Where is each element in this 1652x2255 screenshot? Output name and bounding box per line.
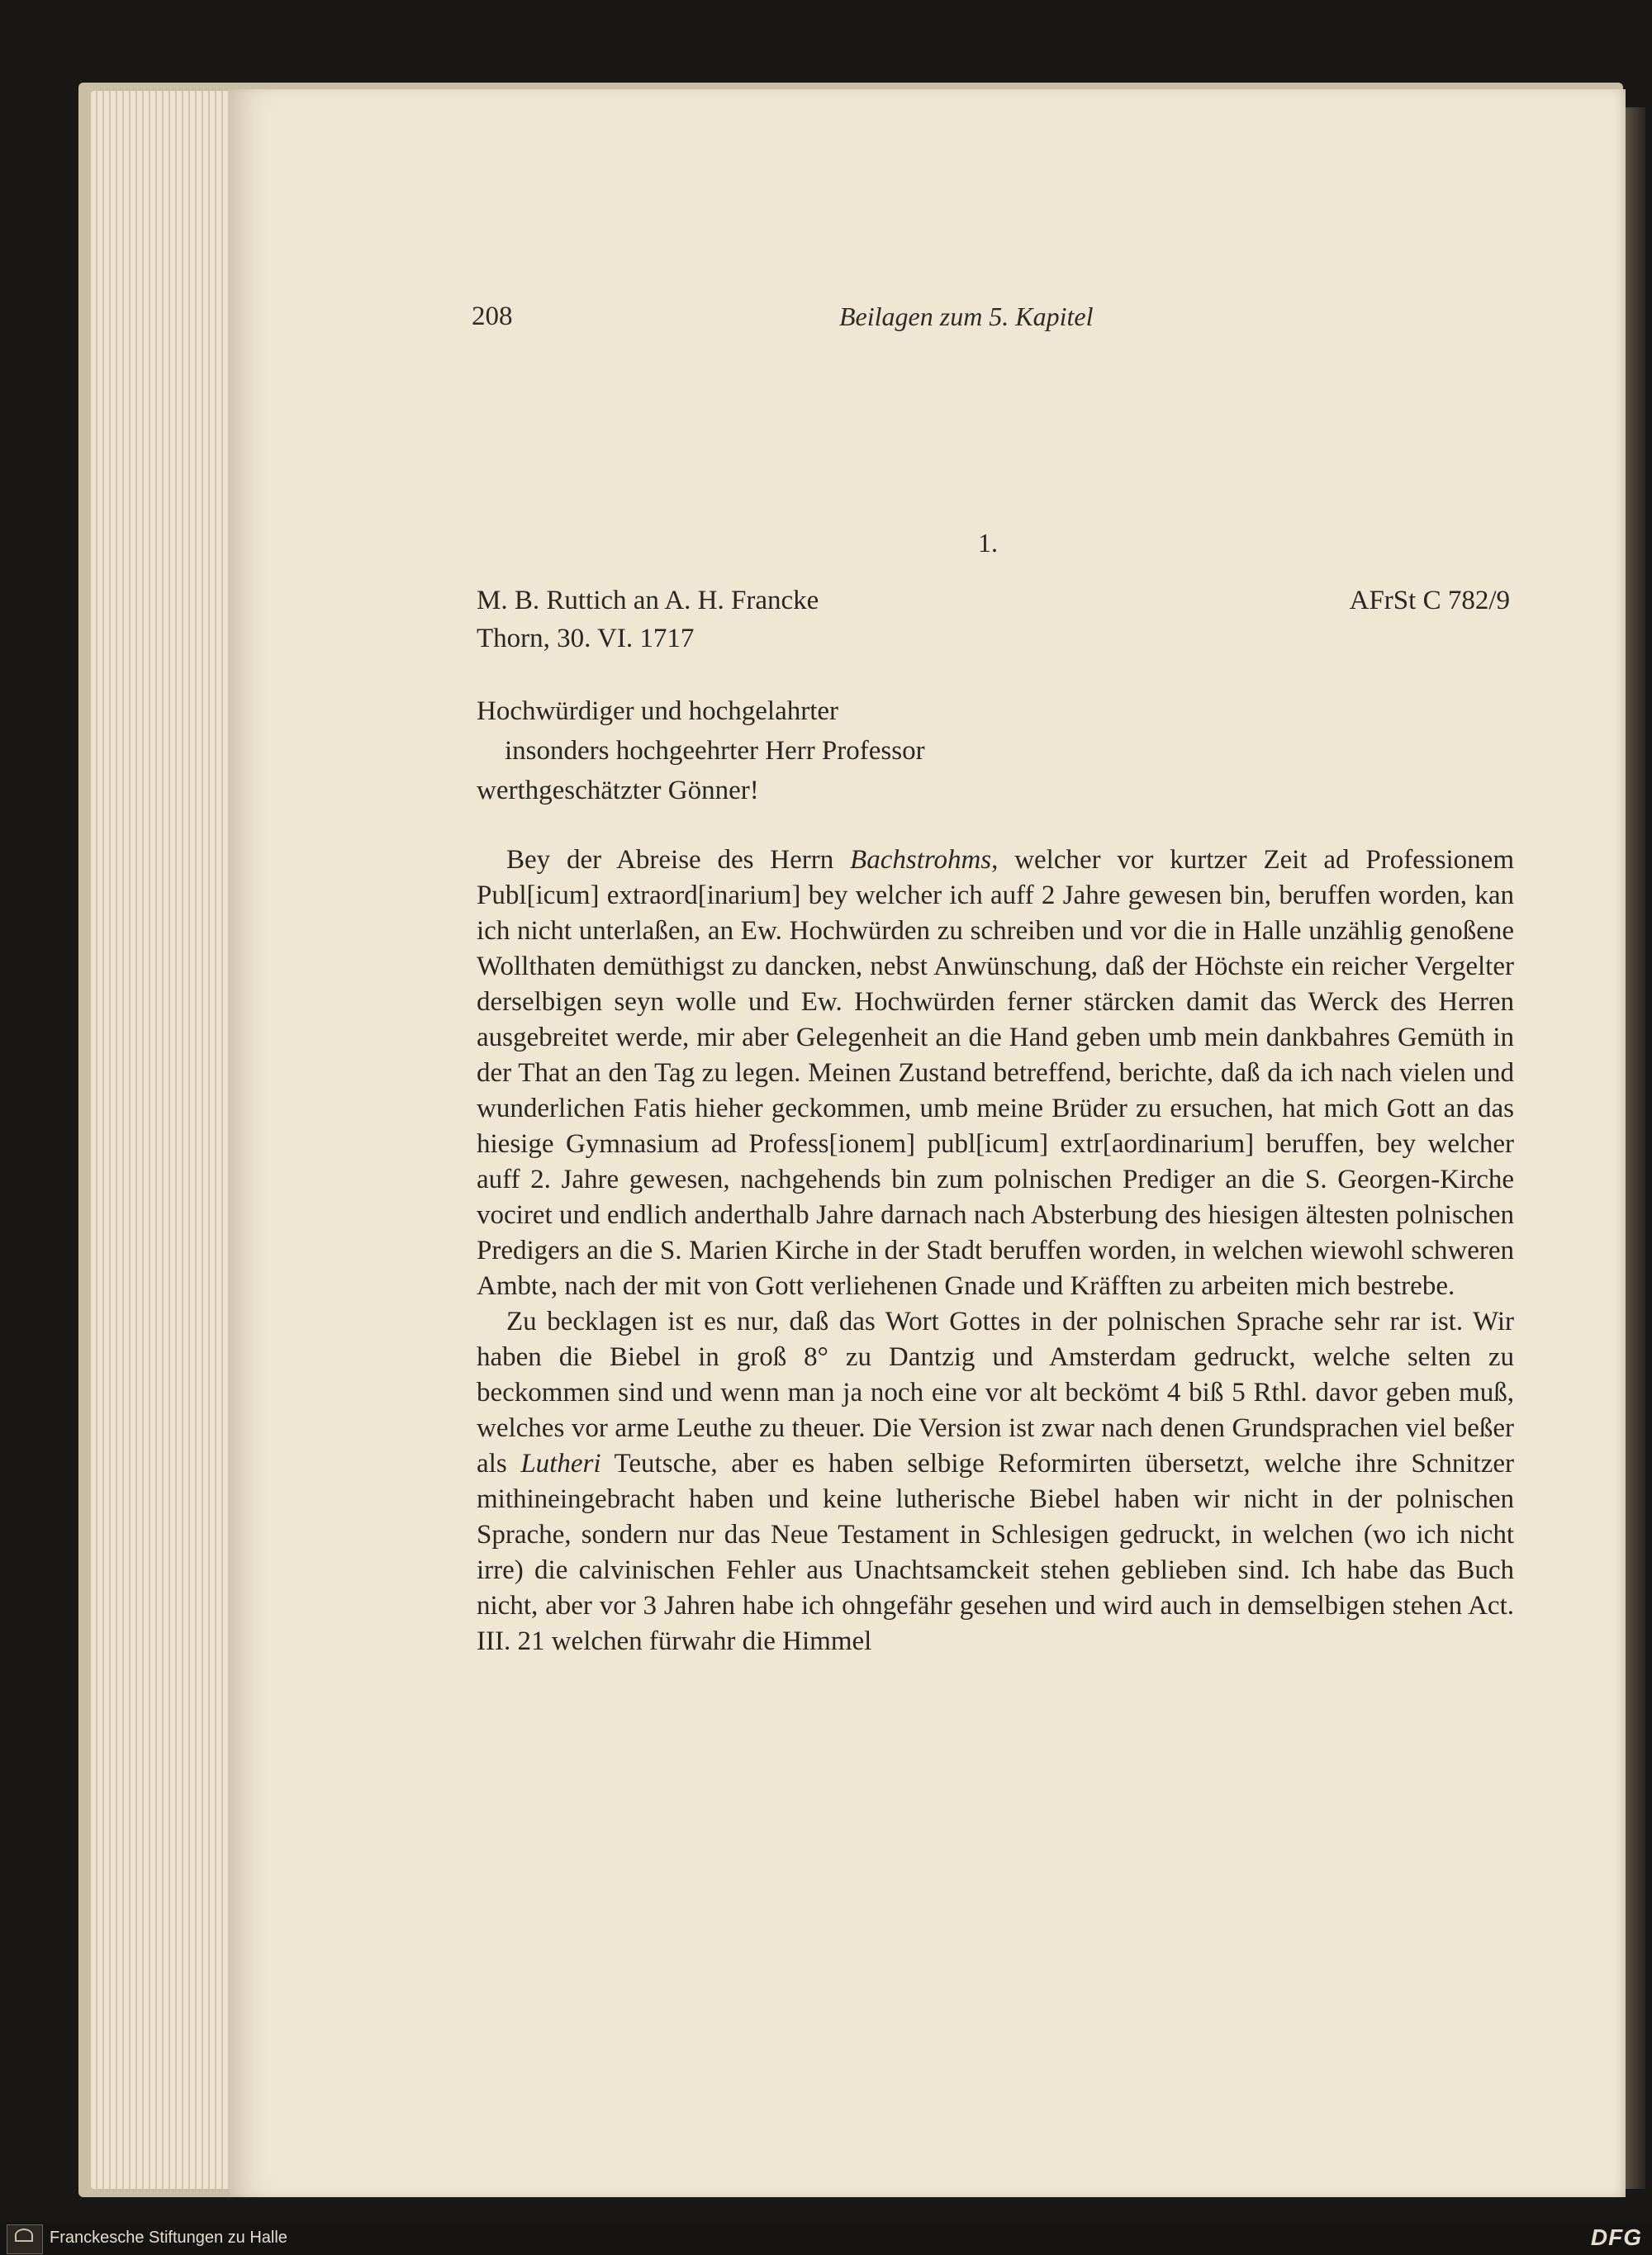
institution-logo-mark-icon [15, 2229, 33, 2242]
salutation-line-2: insonders hochgeehrter Herr Professor [505, 736, 925, 766]
letter-place-date: Thorn, 30. VI. 1717 [477, 624, 695, 653]
page-number: 208 [472, 301, 513, 331]
running-title: Beilagen zum 5. Kapitel [839, 301, 1094, 331]
person-name-lutheri: Lutheri [520, 1449, 601, 1479]
footer-institution: Franckesche Stiftungen zu Halle [50, 2229, 287, 2247]
book-right-edge [1626, 107, 1645, 2189]
letter-sender: M. B. Ruttich an A. H. Francke [477, 586, 819, 615]
paragraph-1-rest: , welcher vor kurtzer Zeit ad Professionem Publ[icum] extraord[inarium] bey welcher ich auff 2 Jahre gewesen bin, beruffen worden, kan ich nicht unterlaßen, an Ew. Hochwürden zu schreiben und vor die in Halle unzählig genoßene Wollthaten demüthigst zu dancken, nebst Anwünschung, daß der Höchste ein reicher Vergelter derselbigen seyn wolle und Ew. Hochwürden ferner stärcken damit das Werck des Herren ausgebreitet werde, mir aber Gelegenheit an die Hand geben umb mein dankbahres Gemüth in der That an den Tag zu legen. Meinen Zustand betreffend, berichte, daß da ich nach vielen und wunderlichen Fatis hieher geckommen, umb meine Brüder zu ersuchen, hat mich Gott an das hiesige Gymnasium ad Profess[ionem] publ[icum] extr[aordinarium] beruffen, bey welcher auff 2. Jahre gewesen, nachgehends bin zum polnischen Prediger an die S. Georgen-Kirche vociret und endlich anderthalb Jahre darnach nach Absterbung des hiesigen ältesten polnischen Predigers an die S. Marien Kirche in der Stadt beruffen worden, in welchen wiewohl schweren Ambte, nach der mit von Gott verliehenen Gnade und Kräfften zu arbeiten mich bestrebe. [477, 845, 1515, 1301]
paragraph-2-start: Zu becklagen ist es nur, daß das Wort Gottes in der polnischen Sprache sehr rar ist. Wir haben die Biebel in groß 8° zu Dantzig und Amsterdam gedruckt, welche selten zu beckommen sind und wenn man ja noch eine vor alt beckömt 4 biß 5 Rthl. davor geben muß, welches vor arme Leuthe zu theuer. Die Version ist zwar nach denen Grundsprachen viel beßer als [477, 1307, 1514, 1479]
archive-signature: AFrSt C 782/9 [1349, 586, 1510, 615]
paragraph-1 [477, 843, 1514, 1304]
paragraph-2-rest: Teutsche, aber es haben selbige Reformirten übersetzt, welche ihre Schnitzer mithineingebracht haben und keine lutherische Biebel haben wir nicht in der polnischen Sprache, sondern nur das Neue Testament in Schlesigen gedruckt, in welchen (wo ich nicht irre) die calvinischen Fehler aus Unachtsamckeit stehen geblieben sind. Ich habe das Buch nicht, aber vor 3 Jahren habe ich ohngefähr gesehen und wird auch in demselbigen stehen Act. III. 21 welchen fürwahr die Himmel [477, 1449, 1514, 1656]
person-name-bachstrohm: Bachstrohms [850, 845, 992, 875]
dfg-logo: DFG [1590, 2224, 1642, 2250]
paragraph-1-start: Bey der Abreise des Herrn [506, 845, 851, 875]
paragraph-2 [477, 1304, 1514, 1659]
letter-body [477, 843, 1514, 1659]
salutation-line-3: werthgeschätzter Gönner! [477, 776, 759, 805]
salutation-line-1: Hochwürdiger und hochgelahrter [477, 696, 839, 726]
letter-number: 1. [978, 528, 998, 558]
page-stack-edge [91, 91, 231, 2189]
